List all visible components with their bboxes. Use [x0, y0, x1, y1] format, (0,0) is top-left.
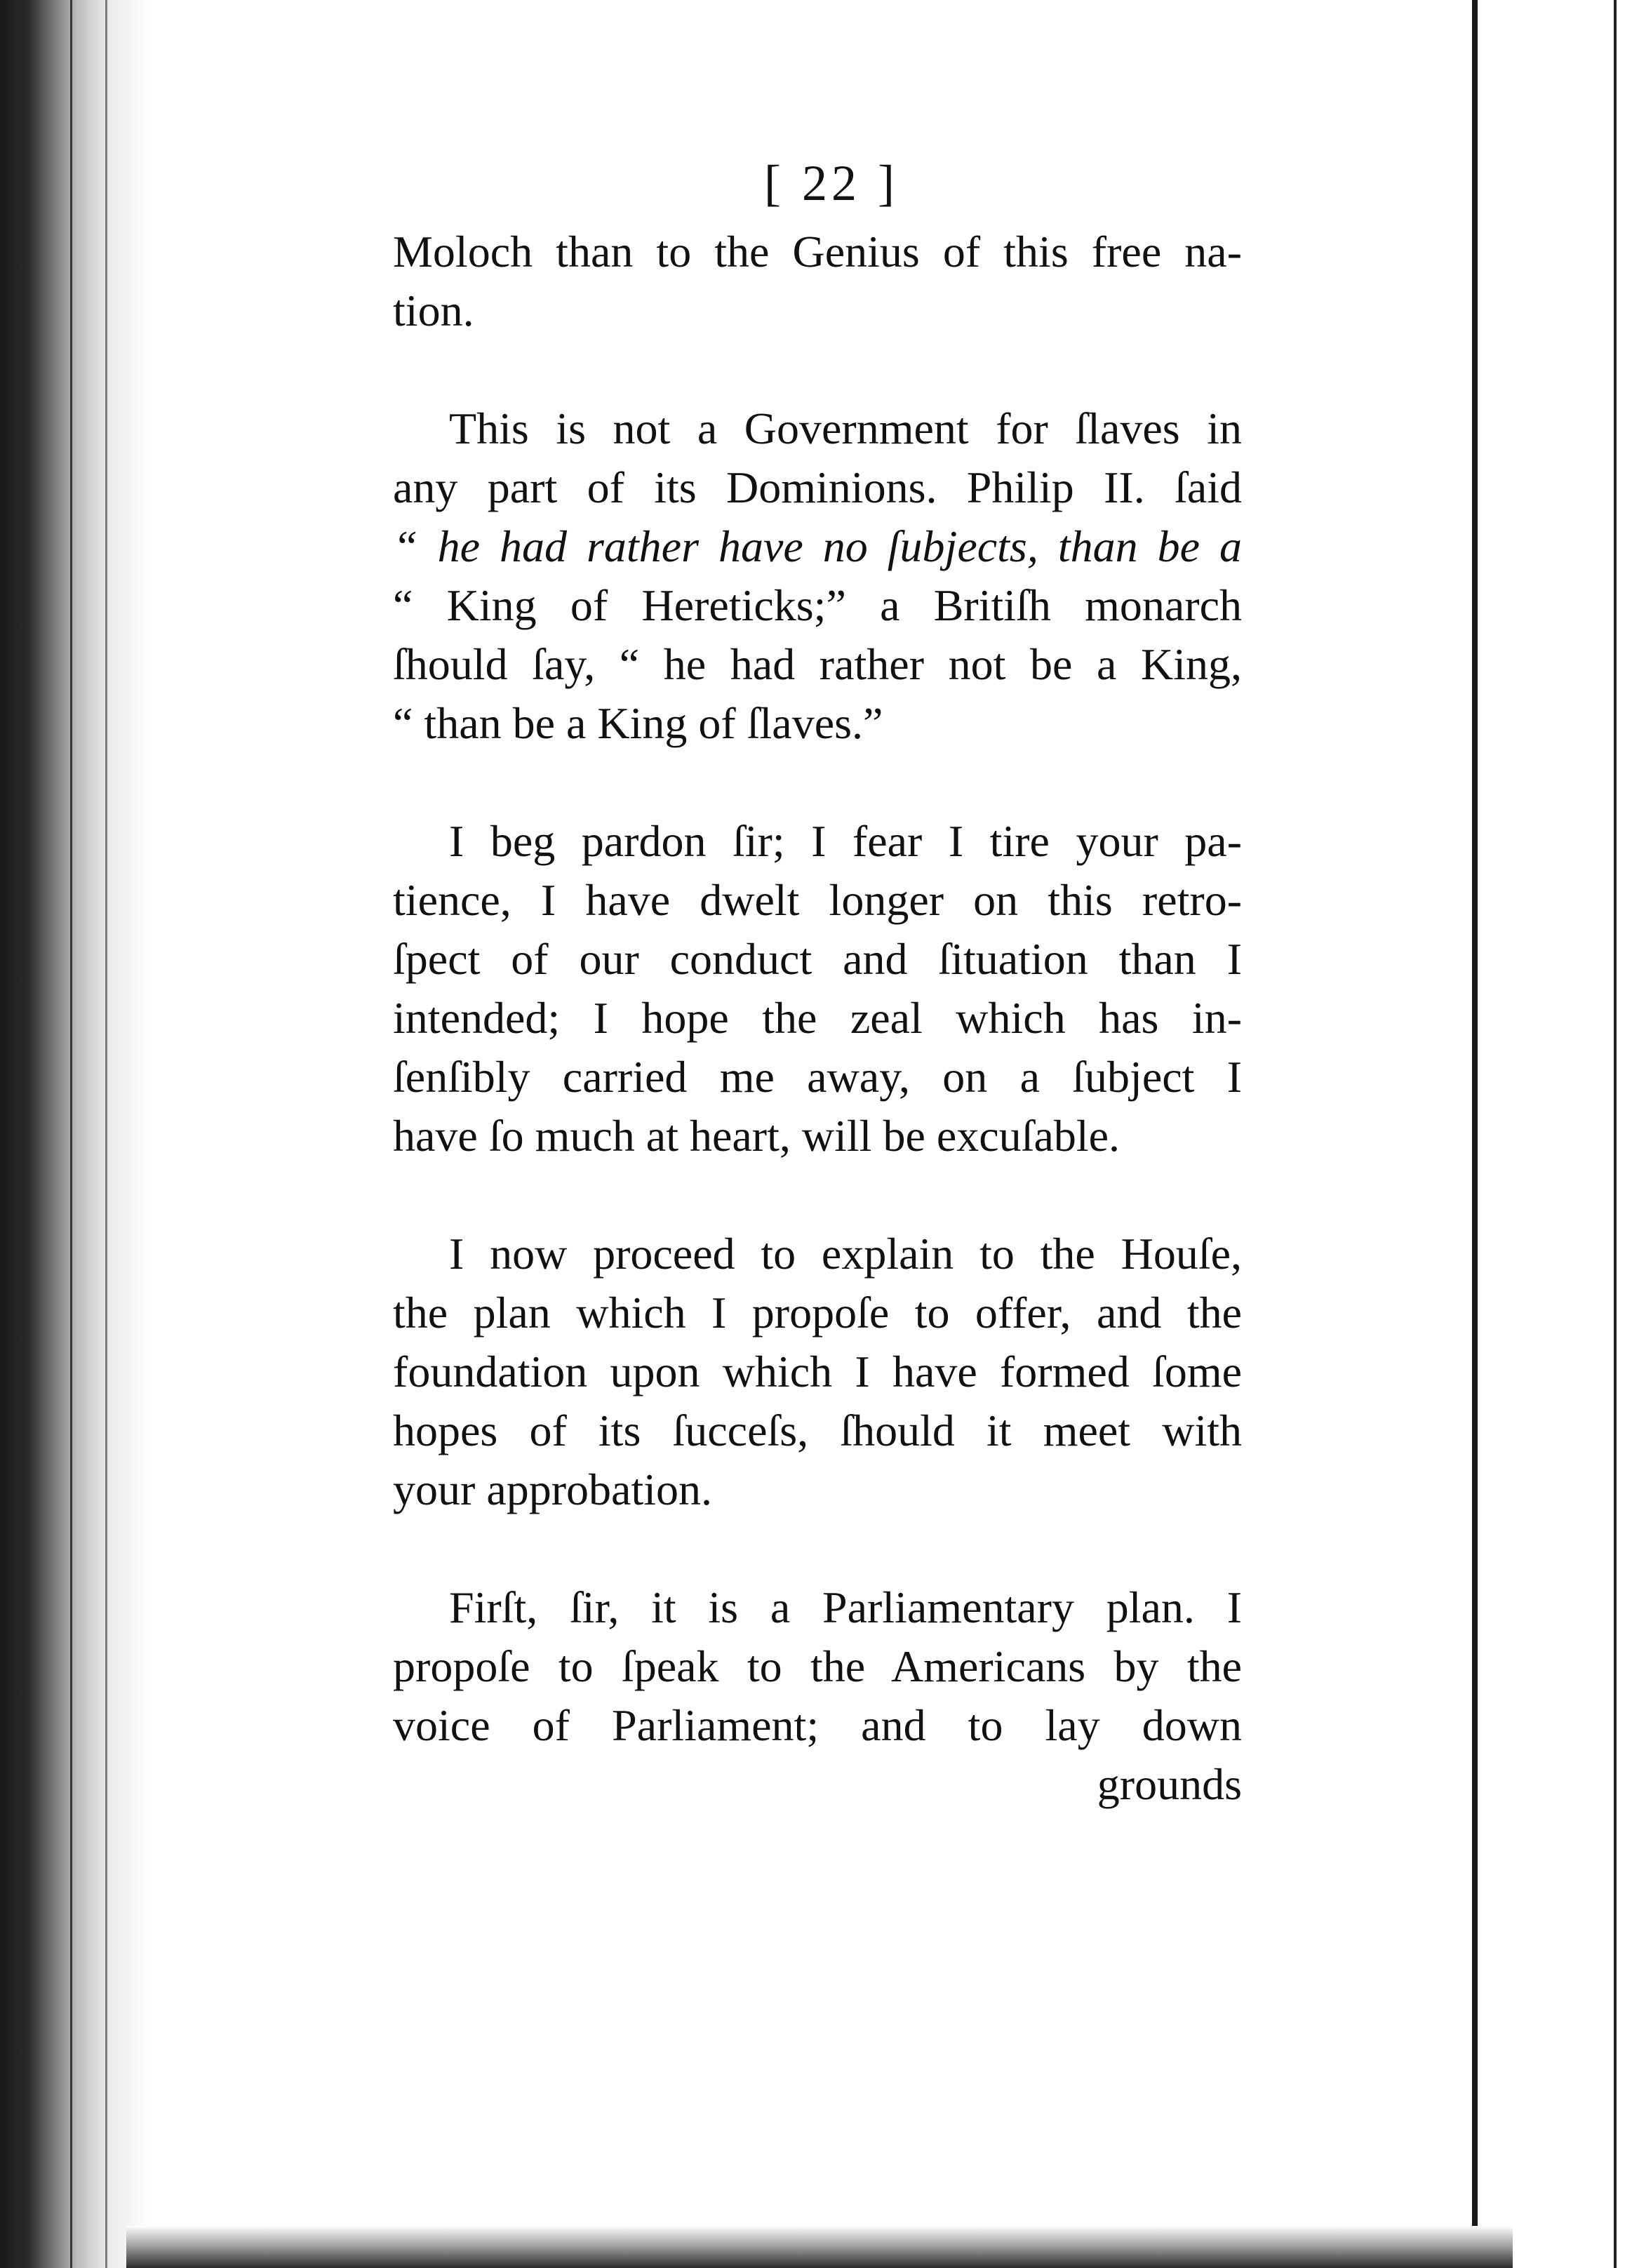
text-line: “ than be a King of ſlaves.”	[393, 698, 883, 748]
text-line: ſhould ſay, “ he had rather not be a King,	[393, 639, 1242, 689]
text-line: the plan which I propoſe to offer, and the	[393, 1288, 1242, 1338]
book-spine-shadow	[0, 0, 147, 2268]
spine-line	[70, 0, 72, 2268]
text-line: ſenſibly carried me away, on a ſubject I	[393, 1052, 1242, 1102]
text-line: ſpect of our conduct and ſituation than I	[393, 934, 1242, 984]
text-line: “ he had rather have no ſubjects, than be a	[393, 521, 1242, 571]
paragraph	[393, 1225, 1242, 1519]
text-line: hopes of its ſucceſs, ſhould it meet with	[393, 1406, 1242, 1455]
text-line: tion.	[393, 286, 474, 335]
page-right-edge	[1472, 0, 1478, 2268]
printed-page	[393, 154, 1242, 1814]
page-number: [ 22 ]	[764, 155, 899, 211]
paragraph	[393, 399, 1242, 753]
text-line: I beg pardon ſir; I fear I tire your pa-	[449, 816, 1242, 866]
page-bottom-edge	[126, 2226, 1513, 2268]
text-line: your approbation.	[393, 1465, 712, 1514]
spine-line	[105, 0, 107, 2268]
text-line: “ King of Hereticks;” a Britiſh monarch	[393, 580, 1242, 630]
text-line: voice of Parliament; and to lay down	[393, 1700, 1242, 1750]
text-line: have ſo much at heart, will be excuſable.	[393, 1111, 1120, 1161]
text-line: tience, I have dwelt longer on this retro-	[393, 875, 1242, 925]
paragraph	[393, 222, 1242, 340]
facing-page-edge	[1614, 0, 1617, 2268]
text-line: any part of its Dominions. Philip II. ſaid	[393, 462, 1242, 512]
catchword: grounds	[1097, 1759, 1242, 1809]
text-line: This is not a Government for ſlaves in	[449, 403, 1242, 453]
text-line: propoſe to ſpeak to the Americans by the	[393, 1641, 1242, 1691]
paragraph	[393, 812, 1242, 1166]
text-line: intended; I hope the zeal which has in-	[393, 993, 1242, 1043]
text-line: I now proceed to explain to the Houſe,	[449, 1229, 1242, 1279]
paragraph	[393, 1578, 1242, 1755]
text-line: Moloch than to the Genius of this free na-	[393, 227, 1242, 276]
text-line: Firſt, ſir, it is a Parliamentary plan. I	[449, 1582, 1242, 1632]
text-line: foundation upon which I have formed ſome	[393, 1347, 1242, 1396]
